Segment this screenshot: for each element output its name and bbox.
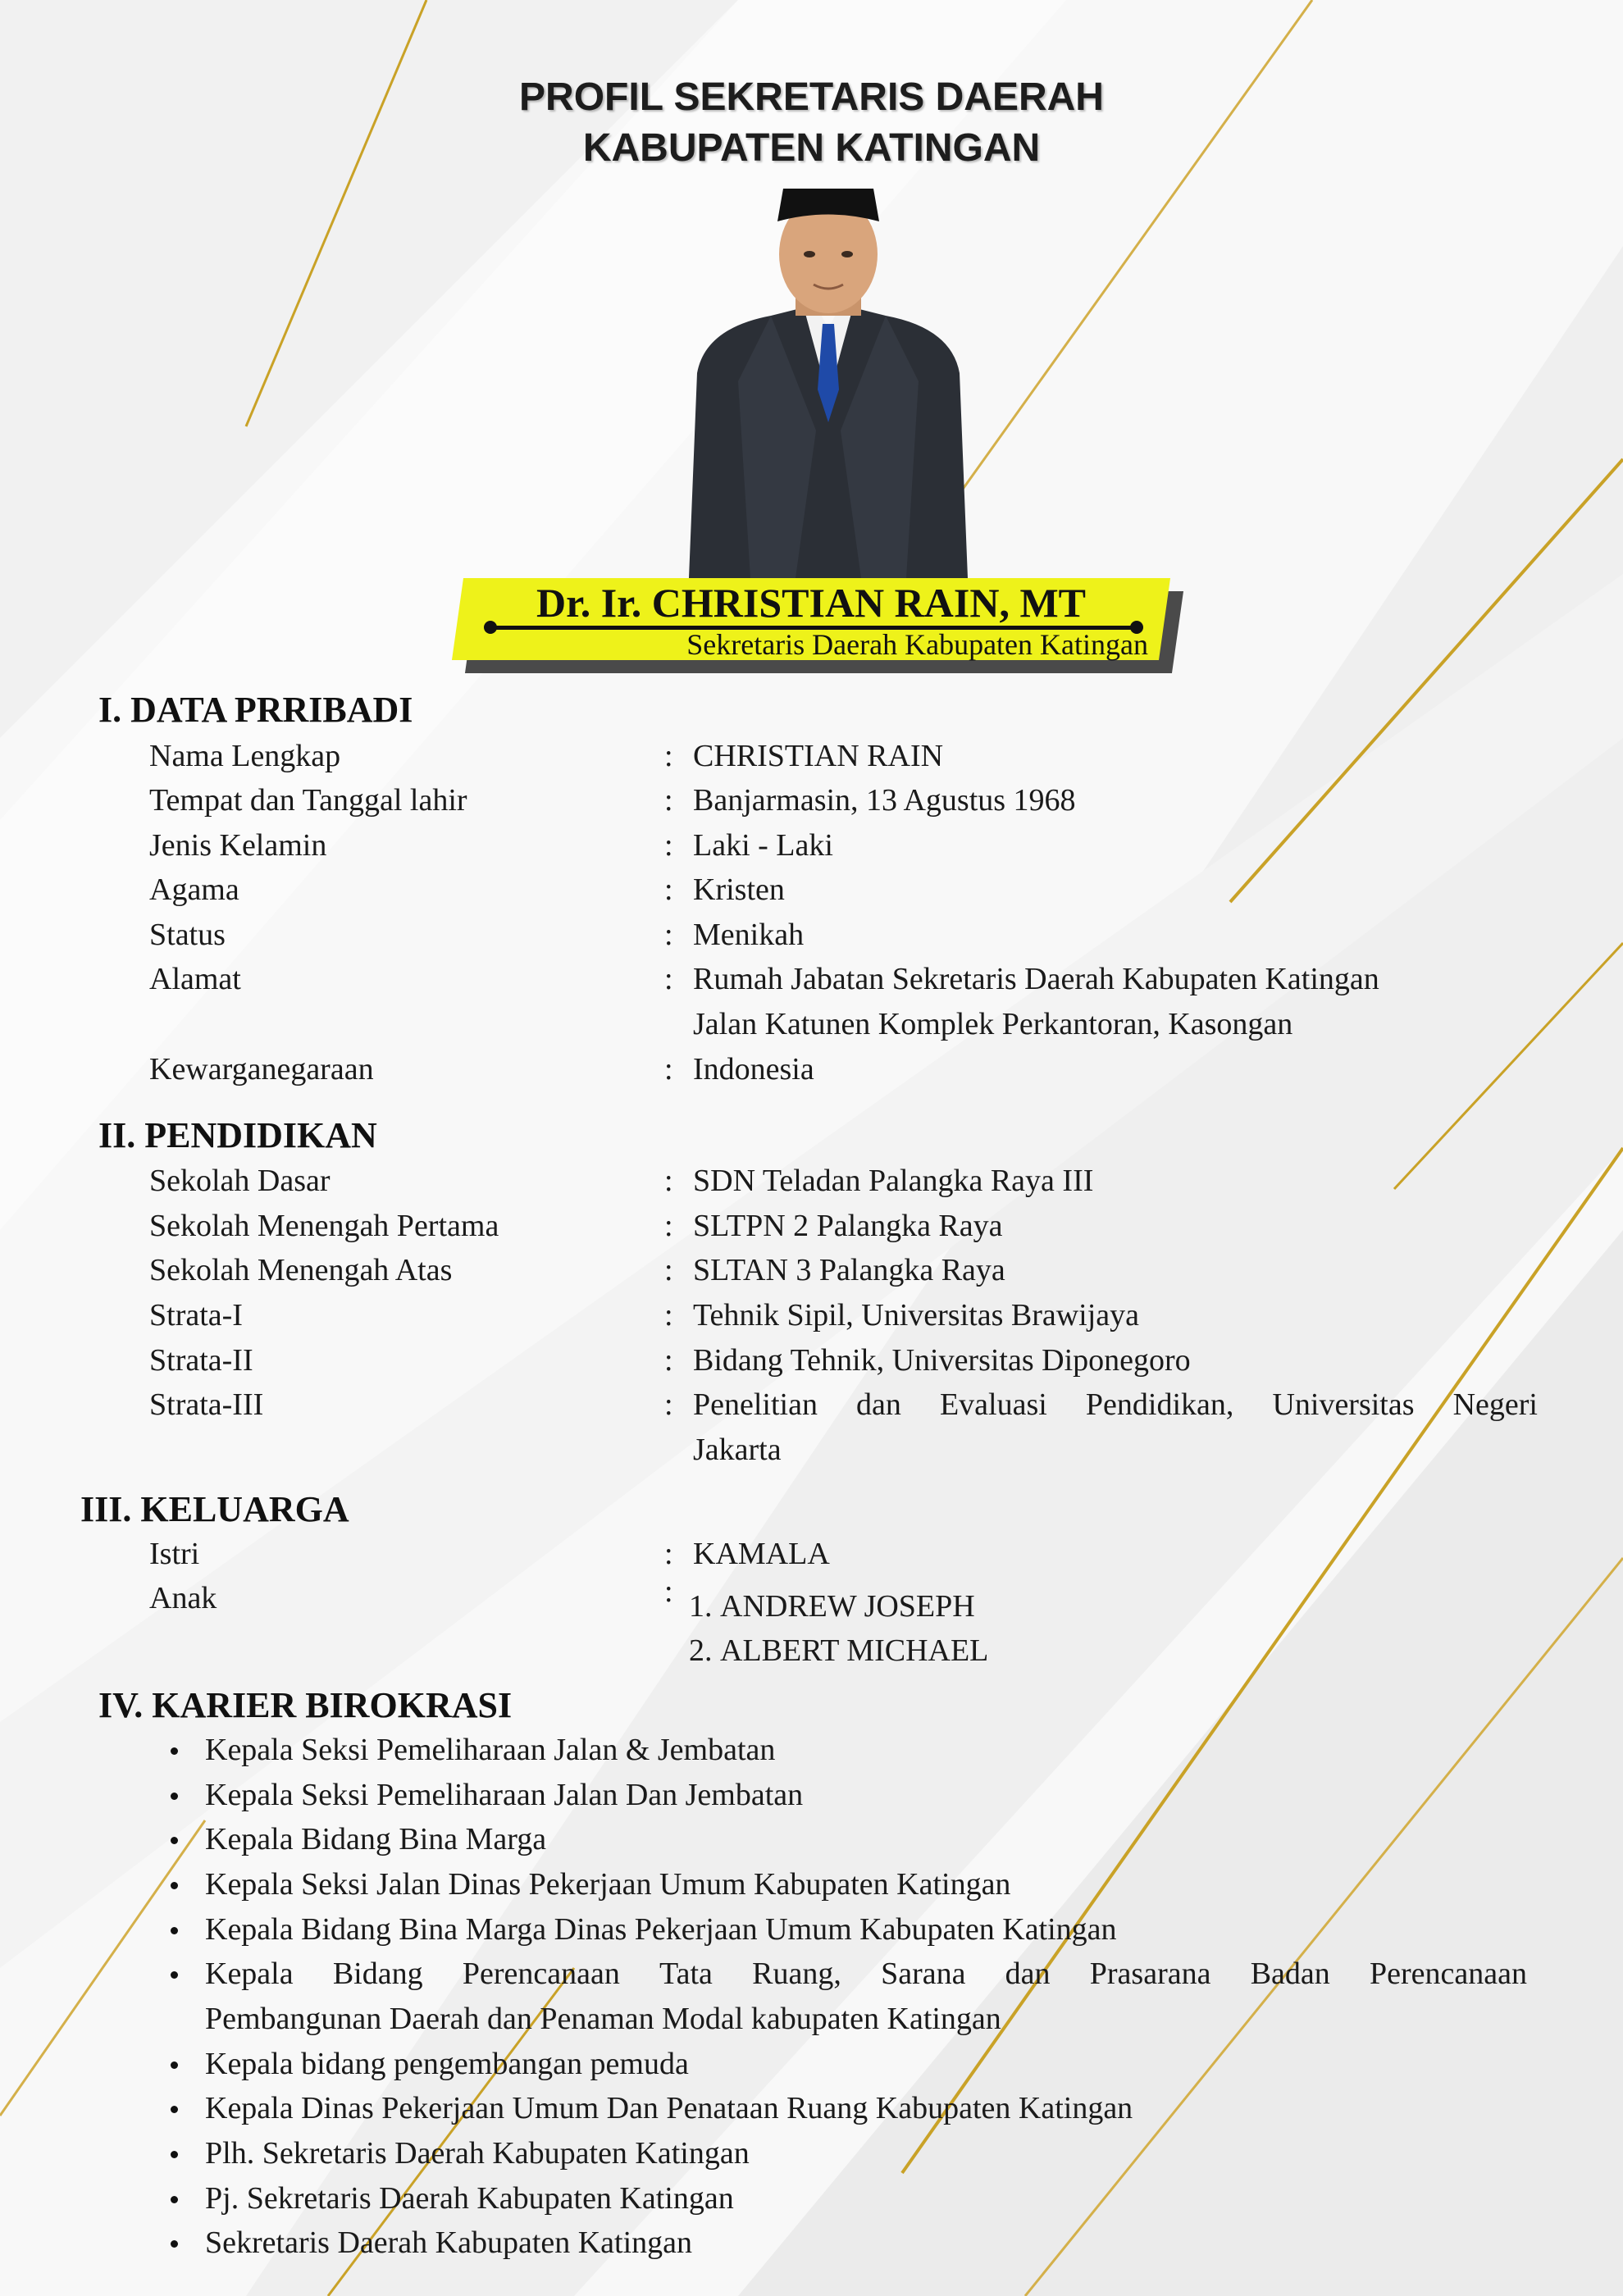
bullet-icon <box>171 2240 178 2248</box>
bullet-icon <box>171 2061 178 2069</box>
row-colon: : <box>664 828 673 863</box>
row-label: Tempat dan Tanggal lahir <box>149 783 467 818</box>
row-colon: : <box>664 1253 673 1287</box>
item-word: Kepala <box>205 1957 294 1991</box>
row-value: Menikah <box>693 918 805 952</box>
bullet-icon <box>171 2196 178 2203</box>
row-value: SDN Teladan Palangka Raya III <box>693 1164 1094 1198</box>
list-item <box>689 1584 975 1629</box>
section-title-family: III. KELUARGA <box>80 1489 349 1529</box>
page-title <box>0 72 1623 174</box>
row-label: Sekolah Dasar <box>149 1164 331 1198</box>
row-label: Strata-II <box>149 1343 253 1378</box>
row-value: Tehnik Sipil, Universitas Brawijaya <box>693 1298 1140 1332</box>
section-title-personal: I. DATA PRRIBADI <box>98 690 413 730</box>
item-word: Ruang, <box>752 1957 841 1991</box>
data-row <box>149 1248 1543 1292</box>
list-item <box>689 1629 988 1673</box>
title-line-1: PROFIL SEKRETARIS DAERAH <box>519 75 1104 119</box>
item-word: Badan <box>1250 1957 1330 1991</box>
item-word: Sarana <box>881 1957 966 1991</box>
row-value: Laki - Laki <box>693 828 833 863</box>
row-colon: : <box>664 1343 673 1378</box>
section-title-career: IV. KARIER BIROKRASI <box>98 1685 513 1725</box>
bullet-icon <box>171 1837 178 1844</box>
row-value: Indonesia <box>693 1052 814 1086</box>
row-colon: : <box>664 1164 673 1198</box>
item-word: Prasarana <box>1089 1957 1211 1991</box>
career-item: Kepala bidang pengembangan pemuda <box>205 2047 689 2081</box>
title-line-2: KABUPATEN KATINGAN <box>582 126 1041 170</box>
row-label: Strata-I <box>149 1298 243 1332</box>
row-value-continued: Jalan Katunen Komplek Perkantoran, Kasongan <box>693 1007 1293 1041</box>
value-word: Negeri <box>1452 1387 1538 1422</box>
bullet-icon <box>171 1971 178 1979</box>
bullet-icon <box>171 1882 178 1889</box>
row-value: CHRISTIAN RAIN <box>693 739 944 773</box>
data-row <box>149 868 1543 912</box>
data-row <box>149 957 1543 1001</box>
career-item: Pj. Sekretaris Daerah Kabupaten Katingan <box>205 2181 734 2216</box>
child-number: 1. <box>689 1589 713 1624</box>
career-item: Pembangunan Daerah dan Penaman Modal kabupaten Katingan <box>205 2002 1001 2036</box>
career-item: Kepala Bidang Bina Marga <box>205 1822 547 1856</box>
row-colon: : <box>664 872 673 907</box>
row-label: Alamat <box>149 962 241 996</box>
data-row <box>149 1532 1543 1576</box>
data-row <box>149 778 1543 822</box>
data-row <box>149 913 1543 957</box>
row-colon: : <box>664 1298 673 1332</box>
section-title-education: II. PENDIDIKAN <box>98 1115 377 1155</box>
item-word: Tata <box>659 1957 713 1991</box>
row-colon: : <box>664 1537 673 1571</box>
item-word: Perencanaan <box>462 1957 620 1991</box>
row-label: Sekolah Menengah Pertama <box>149 1209 499 1243</box>
career-item: Kepala Seksi Jalan Dinas Pekerjaan Umum Kabupaten Katingan <box>205 1867 1011 1902</box>
row-colon: : <box>664 739 673 773</box>
official-name: Dr. Ir. CHRISTIAN RAIN, MT <box>536 580 1086 626</box>
bullet-icon <box>171 2106 178 2113</box>
data-row <box>149 1204 1543 1248</box>
row-label: Kewarganegaraan <box>149 1052 374 1086</box>
value-word: Universitas <box>1272 1387 1415 1422</box>
value-word: Pendidikan, <box>1085 1387 1234 1422</box>
child-name: ALBERT MICHAEL <box>720 1633 989 1668</box>
row-colon: : <box>664 1387 673 1422</box>
career-item: Kepala Seksi Pemeliharaan Jalan & Jembatan <box>205 1733 776 1767</box>
career-item: Kepala Bidang Bina Marga Dinas Pekerjaan Umum Kabupaten Katingan <box>205 1912 1117 1947</box>
bullet-icon <box>171 1747 178 1755</box>
item-word: Bidang <box>332 1957 423 1991</box>
data-row <box>149 1047 1543 1091</box>
child-number: 2. <box>689 1633 713 1668</box>
child-name: ANDREW JOSEPH <box>720 1589 975 1624</box>
row-value: KAMALA <box>693 1537 830 1571</box>
row-value: SLTPN 2 Palangka Raya <box>693 1209 1003 1243</box>
nameplate <box>458 578 1179 675</box>
value-word: Penelitian <box>693 1387 818 1422</box>
item-word: dan <box>1005 1957 1051 1991</box>
bullet-icon <box>171 1927 178 1934</box>
value-word: dan <box>856 1387 901 1422</box>
row-label: Strata-III <box>149 1387 264 1422</box>
row-value: Banjarmasin, 13 Agustus 1968 <box>693 783 1076 818</box>
official-role: Sekretaris Daerah Kabupaten Katingan <box>686 628 1148 661</box>
bullet-icon <box>171 2151 178 2158</box>
row-colon: : <box>664 783 673 818</box>
data-row <box>149 1338 1543 1383</box>
row-value: SLTAN 3 Palangka Raya <box>693 1253 1005 1287</box>
career-item-justified <box>205 1952 1527 1996</box>
data-row <box>149 1159 1543 1203</box>
row-colon: : <box>664 1574 673 1609</box>
row-colon: : <box>664 1209 673 1243</box>
career-item: Plh. Sekretaris Daerah Kabupaten Katingan <box>205 2136 750 2171</box>
row-colon: : <box>664 918 673 952</box>
data-row <box>149 734 1543 778</box>
row-label: Jenis Kelamin <box>149 828 327 863</box>
career-item: Kepala Seksi Pemeliharaan Jalan Dan Jembatan <box>205 1778 804 1812</box>
row-label: Sekolah Menengah Atas <box>149 1253 453 1287</box>
data-row <box>149 1293 1543 1337</box>
career-item: Kepala Dinas Pekerjaan Umum Dan Penataan Ruang Kabupaten Katingan <box>205 2091 1133 2125</box>
row-label: Agama <box>149 872 239 907</box>
row-label: Istri <box>149 1537 200 1571</box>
row-label: Anak <box>149 1581 217 1615</box>
row-label: Status <box>149 918 226 952</box>
value-word: Evaluasi <box>939 1387 1047 1422</box>
row-value-continued: Jakarta <box>693 1433 782 1467</box>
row-value: Bidang Tehnik, Universitas Diponegoro <box>693 1343 1191 1378</box>
row-value: Rumah Jabatan Sekretaris Daerah Kabupaten Katingan <box>693 962 1379 996</box>
row-value: Kristen <box>693 872 785 907</box>
bullet-icon <box>171 1793 178 1800</box>
row-colon: : <box>664 1052 673 1086</box>
career-item: Sekretaris Daerah Kabupaten Katingan <box>205 2225 693 2260</box>
row-value-justified <box>693 1383 1538 1427</box>
row-colon: : <box>664 962 673 996</box>
data-row <box>149 823 1543 868</box>
item-word: Perencanaan <box>1369 1957 1527 1991</box>
row-label: Nama Lengkap <box>149 739 341 773</box>
portrait-photo <box>672 184 984 578</box>
